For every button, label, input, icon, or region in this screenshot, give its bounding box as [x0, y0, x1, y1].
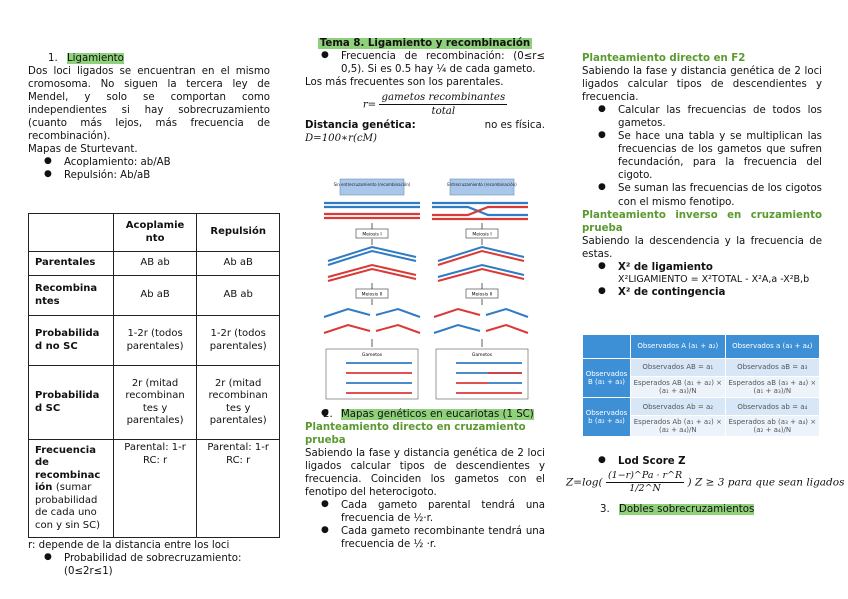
recombination-table-wrap	[28, 213, 280, 538]
fig-gametes-right: Gametos	[471, 353, 493, 358]
column-3-item3	[582, 503, 822, 516]
column-3	[582, 52, 822, 299]
list-item: ● Lod Score Z	[582, 455, 844, 468]
table-cell: 2r (mitad recombinan tes y parentales)	[113, 366, 197, 440]
table-cell: Ab aB	[197, 252, 280, 276]
intro-paragraph: Dos loci ligados se encuentran en el mismo cromosoma. No siguen la tercera ley de Mendel, y solo se comportan como independientes si hay sobrecruzamiento (cuanto más lejos, más frecuencia de recombinación).	[28, 66, 270, 143]
table-cell: Observados ab = a₄	[725, 398, 819, 416]
col-header-b: Observados a (a₃ + a₄)	[725, 335, 819, 359]
list-item: ● Frecuencia de recombinación: (0≤r≤ 0,5). Si es 0.5 hay ¼ de cada gameto.	[305, 50, 545, 76]
chi-formula: X²LIGAMIENTO = X²TOTAL - X²A,a -X²B,b	[618, 273, 810, 285]
list-item: ● Se suman las frecuencias de los cigotos con el mismo fenotipo.	[582, 182, 822, 208]
table-cell: Esperados aB (a₃ + a₄) × (a₁ + a₃)/N	[725, 377, 819, 398]
f2-paragraph: Sabiendo la fase y distancia genética de 2 loci ligados calcular tipos de descendientes y frecuencia.	[582, 66, 822, 104]
meiosis-figure	[318, 177, 534, 403]
list-item-mapas: ● 2. Mapas genéticos en eucariotas (1 SC)	[305, 408, 545, 421]
list-item: ● Cada gameto recombinante tendrá una frecuencia de ½ ·r.	[305, 525, 545, 551]
row-header: Observados B (a₁ + a₃)	[583, 359, 631, 398]
row-label: Frecuencia de recombinac ión (sumar probabilidad de cada uno con y sin SC)	[29, 440, 114, 538]
list-item: ● X² de ligamiento	[582, 261, 822, 274]
table-cell: Observados AB = a₁	[631, 359, 726, 377]
fig-meiosis2-left: Meiosis II	[361, 292, 383, 298]
list-item: ● Cada gameto parental tendrá una frecuencia de ½·r.	[305, 499, 545, 525]
list-item: ● Repulsión: Ab/aB	[28, 169, 270, 182]
section-title-directo-prueba: Planteamiento directo en cruzamiento prueba	[305, 422, 526, 447]
row-label: Probabilida d no SC	[29, 316, 114, 366]
column-2	[305, 37, 545, 145]
fig-gametes-left: Gametos	[361, 353, 383, 358]
table-cell: AB ab	[113, 252, 197, 276]
distance-line: Distancia genética: no es física.	[305, 120, 545, 132]
distance-formula: D=100∗r(cM)	[305, 133, 378, 145]
section-paragraph: Sabiendo la fase y distancia genética de 2 loci ligados calcular tipos de descendientes y frecuencia. Coinciden los gametos con el fenotipo del heterocigoto.	[305, 448, 545, 499]
fig-meiosis2-right: Meiosis II	[471, 292, 493, 298]
fig-meiosis1-left: Meiosis I	[362, 232, 382, 238]
highlight-ligamiento: Ligamiento	[66, 53, 124, 64]
row-label: Recombina ntes	[29, 276, 114, 316]
list-item: ● Probabilidad de sobrecruzamiento: (0≤2r≤1)	[28, 552, 270, 578]
page-title: Tema 8. Ligamiento y recombinación	[319, 38, 531, 49]
footnote: r: depende de la distancia entre los loci	[28, 540, 230, 551]
inverso-paragraph: Sabiendo la descendencia y la frecuencia de estas.	[582, 235, 822, 260]
recombination-table	[28, 213, 280, 538]
highlight-dobles: Dobles sobrecruzamientos	[618, 504, 755, 515]
list-item: ● X² de contingencia	[582, 286, 822, 299]
fig-meiosis1-right: Meiosis I	[472, 232, 492, 238]
table-corner	[29, 214, 114, 252]
recombination-formula: r= $\frac{\text{gametos recombinantes}}{\text{total}}$	[362, 92, 506, 118]
table-cell: Observados Ab = a₂	[631, 398, 726, 416]
section-title-inverso: Planteamiento inverso en cruzamiento prueba	[582, 209, 822, 234]
phase-list	[28, 156, 270, 182]
section-title-f2: Planteamiento directo en F2	[582, 53, 746, 64]
table-cell: Observados aB = a₃	[725, 359, 819, 377]
fig-title-left: Sin entrecruzamiento (recombinación)	[333, 182, 411, 187]
col-header-a: Observados A (a₁ + a₂)	[631, 335, 726, 359]
contingency-table	[582, 334, 820, 437]
section-heading-dobles: 3. Dobles sobrecruzamientos	[600, 504, 755, 515]
table-cell: Esperados AB (a₁ + a₂) × (a₁ + a₃)/N	[631, 377, 726, 398]
col-header-repulsion: Repulsión	[197, 214, 280, 252]
column-1	[28, 52, 270, 182]
row-label: Probabilida d SC	[29, 366, 114, 440]
row-label: Parentales	[29, 252, 114, 276]
list-item: ● Acoplamiento: ab/AB	[28, 156, 270, 169]
col-header-acoplamiento: Acoplamie nto	[113, 214, 197, 252]
table-cell: 1-2r (todos parentales)	[113, 316, 197, 366]
fig-title-right: Entrecruzamiento (recombinación)	[447, 182, 517, 187]
maps-line: Mapas de Sturtevant.	[28, 144, 138, 156]
list-item: ● Se hace una tabla y se multiplican las frecuencias de los gametos que sufren fecundación, para la frecuencia del cigoto.	[582, 130, 822, 182]
row-header: Observados b (a₂ + a₄)	[583, 398, 631, 437]
table-cell: Parental: 1-r RC: r	[113, 440, 197, 538]
contingency-table-wrap	[582, 334, 820, 437]
table-cell: Ab aB	[113, 276, 197, 316]
column-3-lower	[582, 455, 844, 468]
list-item: ● Calcular las frecuencias de todos los gametos.	[582, 104, 822, 130]
table-cell: AB ab	[197, 276, 280, 316]
frequent-line: Los más frecuentes son los parentales.	[305, 77, 504, 89]
section-heading-ligamiento: 1. Ligamiento	[48, 53, 124, 64]
lod-formula: Z=log( $\frac{(1-r)\^{}Pa \cdot r\^{}R}{1/2\^{}N}$ ) Z ≥ 3 para que sean ligados	[566, 470, 845, 495]
table-cell: 1-2r (todos parentales)	[197, 316, 280, 366]
table-cell: Esperados Ab (a₁ + a₂) × (a₂ + a₄)/N	[631, 416, 726, 437]
table-cell: Parental: 1-r RC: r	[197, 440, 280, 538]
table-cell: 2r (mitad recombinan tes y parentales)	[197, 366, 280, 440]
table-cell: Esperados ab (a₃ + a₄) × (a₂ + a₄)/N	[725, 416, 819, 437]
column-1-footer	[28, 539, 270, 578]
column-2-lower	[305, 408, 545, 552]
